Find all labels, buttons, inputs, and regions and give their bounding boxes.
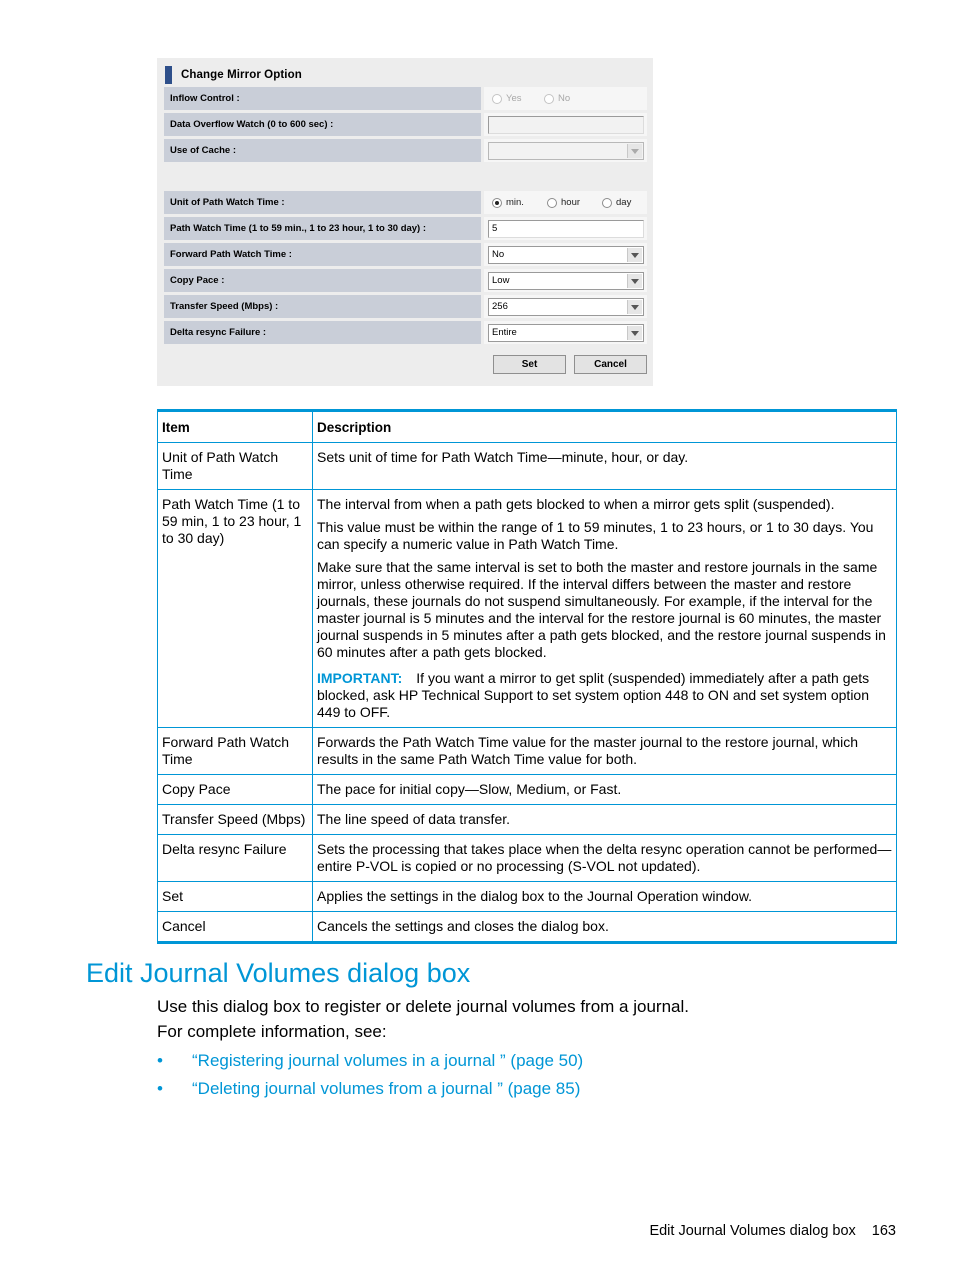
title-accent-bar xyxy=(165,66,172,84)
forward-path-watch-time-select[interactable] xyxy=(488,246,644,264)
table-row xyxy=(158,443,897,490)
table-row xyxy=(158,835,897,882)
delta-resync-failure-control xyxy=(484,321,647,344)
unit-min-label: min. xyxy=(506,197,524,208)
row-delta-resync-failure xyxy=(164,321,647,344)
item-cell: Cancel xyxy=(158,912,313,943)
data-overflow-watch-label: Data Overflow Watch (0 to 600 sec) : xyxy=(164,113,481,136)
description-text: Make sure that the same interval is set to both the master and restore journals in the same mirror, unless otherwise required. If the interval differs between the master and restore journals, these journals do not suspend simultaneously. For example, if the interval for the master journal is 5 minutes and the interval for the restore journal is 60 minutes, the master journal suspends in 5 minutes after a path gets blocked, and the restore journal suspends in 60 minutes after a path gets blocked. xyxy=(317,559,886,660)
description-cell xyxy=(313,882,897,912)
important-text: If you want a mirror to get split (suspended) immediately after a path gets blocked, ask HP Technical Support to set system option 448 to ON and set system option 449 to OFF. xyxy=(317,670,870,720)
chevron-down-icon xyxy=(627,144,642,158)
row-copy-pace xyxy=(164,269,647,292)
page-number: 163 xyxy=(871,1223,896,1239)
inflow-yes-label: Yes xyxy=(506,93,522,104)
table-row xyxy=(158,805,897,835)
row-path-watch-time xyxy=(164,217,647,240)
description-text: Forwards the Path Watch Time value for the master journal to the restore journal, which results in the same Path Watch Time value for both. xyxy=(317,734,859,767)
unit-day-label: day xyxy=(616,197,632,208)
column-header-item: Item xyxy=(158,411,313,443)
inflow-no-label: No xyxy=(558,93,571,104)
item-description-table xyxy=(157,409,897,944)
table-header-row xyxy=(158,411,897,443)
section-heading: Edit Journal Volumes dialog box xyxy=(86,958,471,988)
dialog-title-text: Change Mirror Option xyxy=(181,69,302,81)
unit-of-path-watch-time-label: Unit of Path Watch Time : xyxy=(164,191,481,214)
section-intro: Use this dialog box to register or delete journal volumes from a journal. xyxy=(157,997,689,1016)
description-text: Applies the settings in the dialog box to the Journal Operation window. xyxy=(317,888,753,904)
table-row xyxy=(158,490,897,728)
description-cell xyxy=(313,835,897,882)
set-button[interactable]: Set xyxy=(493,355,566,374)
delta-resync-failure-value: Entire xyxy=(492,327,517,338)
description-text: Sets unit of time for Path Watch Time—minute, hour, or day. xyxy=(317,449,689,465)
item-cell: Delta resync Failure xyxy=(158,835,313,882)
list-item xyxy=(157,1051,583,1071)
chevron-down-icon xyxy=(627,326,642,340)
important-note xyxy=(317,670,892,721)
data-overflow-watch-input[interactable] xyxy=(488,116,644,134)
table-row xyxy=(158,912,897,943)
delta-resync-failure-select[interactable] xyxy=(488,324,644,342)
unit-min-radio[interactable] xyxy=(492,197,524,208)
footer-title: Edit Journal Volumes dialog box xyxy=(649,1223,856,1239)
registering-journal-volumes-link[interactable]: “Registering journal volumes in a journal ” (page 50) xyxy=(192,1051,584,1070)
change-mirror-option-dialog xyxy=(157,58,653,386)
important-label: IMPORTANT: xyxy=(317,670,403,686)
table-row xyxy=(158,775,897,805)
unit-hour-radio[interactable] xyxy=(547,197,580,208)
item-cell: Forward Path Watch Time xyxy=(158,728,313,775)
chevron-down-icon xyxy=(627,300,642,314)
radio-icon xyxy=(547,198,557,208)
description-text: Cancels the settings and closes the dialog box. xyxy=(317,918,609,934)
use-of-cache-select[interactable] xyxy=(488,142,644,160)
description-text: The interval from when a path gets blocked to when a mirror gets split (suspended). xyxy=(317,496,835,512)
item-cell: Transfer Speed (Mbps) xyxy=(158,805,313,835)
row-transfer-speed xyxy=(164,295,647,318)
description-cell xyxy=(313,805,897,835)
column-header-description: Description xyxy=(313,411,897,443)
radio-icon xyxy=(492,94,502,104)
description-text: This value must be within the range of 1 to 59 minutes, 1 to 23 hours, or 1 to 30 days. You can specify a numeric value in Path Watch Time. xyxy=(317,519,874,552)
path-watch-time-control xyxy=(484,217,647,240)
copy-pace-value: Low xyxy=(492,275,510,286)
transfer-speed-label: Transfer Speed (Mbps) : xyxy=(164,295,481,318)
use-of-cache-label: Use of Cache : xyxy=(164,139,481,162)
transfer-speed-control xyxy=(484,295,647,318)
description-cell xyxy=(313,775,897,805)
inflow-yes-radio[interactable] xyxy=(492,93,522,104)
copy-pace-label: Copy Pace : xyxy=(164,269,481,292)
forward-path-watch-time-value: No xyxy=(492,249,505,260)
radio-icon xyxy=(544,94,554,104)
transfer-speed-value: 256 xyxy=(492,301,508,312)
forward-path-watch-time-control xyxy=(484,243,647,266)
radio-selected-icon xyxy=(492,198,502,208)
deleting-journal-volumes-link[interactable]: “Deleting journal volumes from a journal ” (page 85) xyxy=(192,1079,581,1098)
bullet-icon: • xyxy=(157,1051,163,1070)
description-cell xyxy=(313,728,897,775)
chevron-down-icon xyxy=(627,248,642,262)
description-text: The line speed of data transfer. xyxy=(317,811,511,827)
use-of-cache-control xyxy=(484,139,647,162)
section-see-text: For complete information, see: xyxy=(157,1022,387,1041)
inflow-no-radio[interactable] xyxy=(544,93,570,104)
item-cell: Set xyxy=(158,882,313,912)
cancel-button[interactable]: Cancel xyxy=(574,355,647,374)
page-footer xyxy=(649,1223,896,1239)
inflow-control-control xyxy=(484,87,647,110)
description-cell xyxy=(313,912,897,943)
bullet-icon: • xyxy=(157,1079,163,1098)
item-cell: Path Watch Time (1 to 59 min, 1 to 23 hour, 1 to 30 day) xyxy=(158,490,313,728)
row-use-of-cache xyxy=(164,139,647,162)
row-forward-path-watch-time xyxy=(164,243,647,266)
copy-pace-select[interactable] xyxy=(488,272,644,290)
dialog-title xyxy=(165,66,302,84)
copy-pace-control xyxy=(484,269,647,292)
description-cell xyxy=(313,443,897,490)
list-item xyxy=(157,1079,580,1099)
data-overflow-watch-control xyxy=(484,113,647,136)
radio-icon xyxy=(602,198,612,208)
item-cell: Copy Pace xyxy=(158,775,313,805)
transfer-speed-select[interactable] xyxy=(488,298,644,316)
item-cell: Unit of Path Watch Time xyxy=(158,443,313,490)
path-watch-time-label: Path Watch Time (1 to 59 min., 1 to 23 hour, 1 to 30 day) : xyxy=(164,217,481,240)
unit-day-radio[interactable] xyxy=(602,197,631,208)
delta-resync-failure-label: Delta resync Failure : xyxy=(164,321,481,344)
unit-hour-label: hour xyxy=(561,197,581,208)
description-text: Sets the processing that takes place when the delta resync operation cannot be performed—entire P-VOL is copied or no processing (S-VOL not updated). xyxy=(317,841,892,874)
forward-path-watch-time-label: Forward Path Watch Time : xyxy=(164,243,481,266)
inflow-control-label: Inflow Control : xyxy=(164,87,481,110)
row-unit-of-path-watch-time xyxy=(164,191,647,214)
table-row xyxy=(158,882,897,912)
row-data-overflow-watch xyxy=(164,113,647,136)
path-watch-time-input[interactable]: 5 xyxy=(488,220,644,238)
row-inflow-control xyxy=(164,87,647,110)
unit-of-path-watch-time-control xyxy=(484,191,647,214)
chevron-down-icon xyxy=(627,274,642,288)
table-row xyxy=(158,728,897,775)
description-text: The pace for initial copy—Slow, Medium, or Fast. xyxy=(317,781,622,797)
description-cell xyxy=(313,490,897,728)
